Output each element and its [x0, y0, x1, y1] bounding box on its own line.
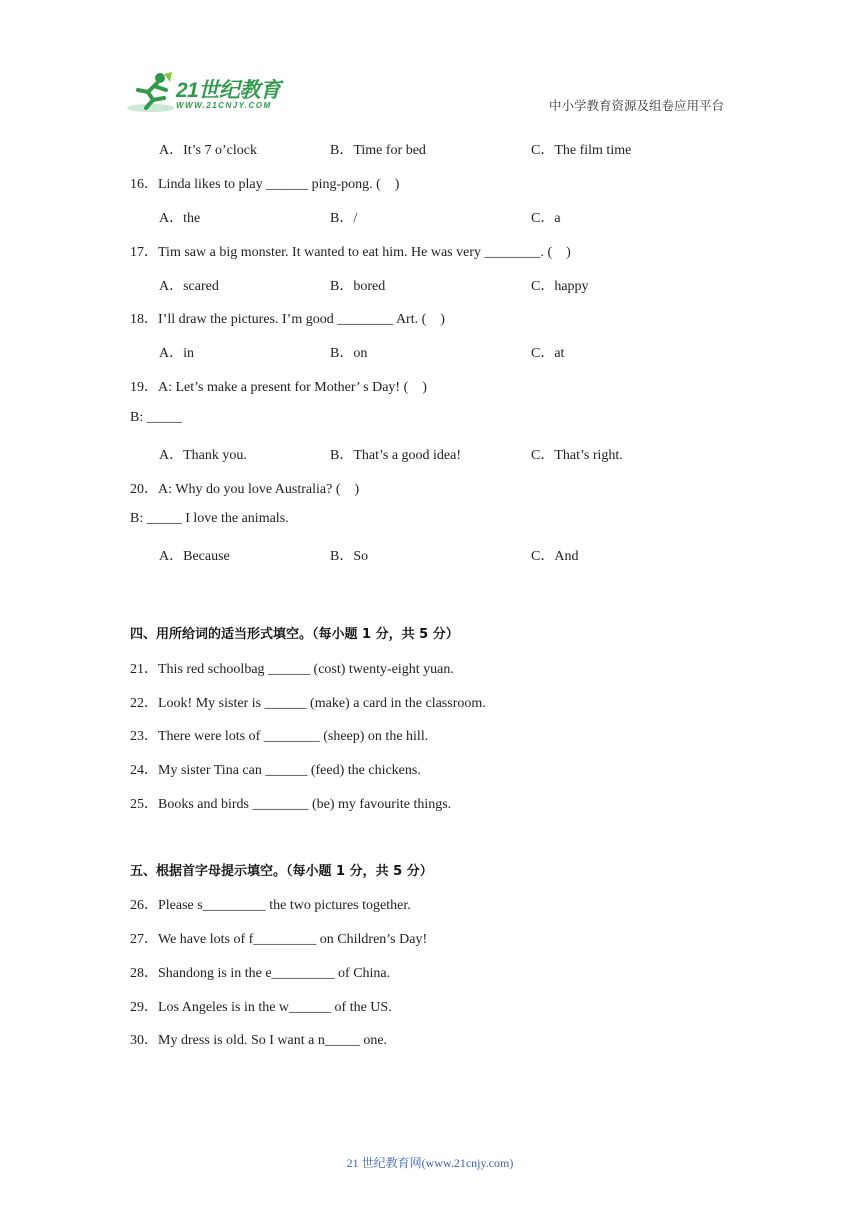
- section-4-title: 四、用所给词的适当形式填空。（每小题 1 分，共 5 分）: [130, 627, 459, 642]
- q21-item: 21．This red schoolbag ______ (cost) twenty-eight yuan.: [130, 662, 454, 677]
- q30-item: 30．My dress is old. So I want a n_____ one.: [130, 1033, 388, 1048]
- q20-b-line: B: _____ I love the animals.: [130, 511, 289, 526]
- q19-option-b: B．That’s a good idea!: [330, 448, 462, 463]
- q20-option-a: A．Because: [159, 549, 230, 564]
- q19-option-a: A．Thank you.: [159, 448, 247, 463]
- q19-option-c: C．That’s right.: [531, 448, 623, 463]
- q18-stem: 18．I’ll draw the pictures. I’m good ________ Art. ( ): [130, 312, 445, 327]
- runner-logo-icon: [124, 70, 176, 116]
- q18-option-c: C．at: [531, 346, 565, 361]
- q23-item: 23．There were lots of ________ (sheep) on the hill.: [130, 729, 429, 744]
- q16-option-c: C．a: [531, 211, 561, 226]
- q18-option-a: A．in: [159, 346, 194, 361]
- q20-option-b: B．So: [330, 549, 369, 564]
- q17-option-a: A．scared: [159, 279, 219, 294]
- q28-item: 28．Shandong is in the e_________ of China.: [130, 966, 391, 981]
- q27-item: 27．We have lots of f_________ on Children’s Day!: [130, 932, 428, 947]
- q20-option-c: C．And: [531, 549, 579, 564]
- q24-item: 24．My sister Tina can ______ (feed) the chickens.: [130, 763, 421, 778]
- q18-option-b: B．on: [330, 346, 368, 361]
- q20-stem: 20．A: Why do you love Australia? ( ): [130, 482, 360, 497]
- q16-option-b: B．/: [330, 211, 358, 226]
- header-platform-text: 中小学教育资源及组卷应用平台: [549, 99, 725, 113]
- footer-link[interactable]: 21 世纪教育网(www.21cnjy.com): [346, 1156, 514, 1170]
- q15-option-b: B．Time for bed: [330, 143, 426, 158]
- q22-item: 22．Look! My sister is ______ (make) a card in the classroom.: [130, 696, 486, 711]
- q25-item: 25．Books and birds ________ (be) my favourite things.: [130, 797, 452, 812]
- q17-option-c: C．happy: [531, 279, 589, 294]
- q15-option-c: C．The film time: [531, 143, 632, 158]
- q16-stem: 16．Linda likes to play ______ ping-pong. ( ): [130, 177, 400, 192]
- q17-stem: 17．Tim saw a big monster. It wanted to eat him. He was very ________. ( ): [130, 245, 571, 260]
- q29-item: 29．Los Angeles is in the w______ of the US.: [130, 1000, 392, 1015]
- site-logo: [124, 70, 294, 116]
- q16-option-a: A．the: [159, 211, 201, 226]
- logo-text: 21世纪教育: [176, 79, 281, 102]
- section-5-title: 五、根据首字母提示填空。（每小题 1 分，共 5 分）: [130, 864, 433, 879]
- q19-b-line: B: _____: [130, 410, 182, 425]
- q15-option-a: A．It’s 7 o’clock: [159, 143, 257, 158]
- q17-option-b: B．bored: [330, 279, 386, 294]
- logo-url: WWW.21CNJY.COM: [176, 101, 272, 110]
- q26-item: 26．Please s_________ the two pictures together.: [130, 898, 411, 913]
- q19-stem: 19．A: Let’s make a present for Mother’ s Day! ( ): [130, 380, 427, 395]
